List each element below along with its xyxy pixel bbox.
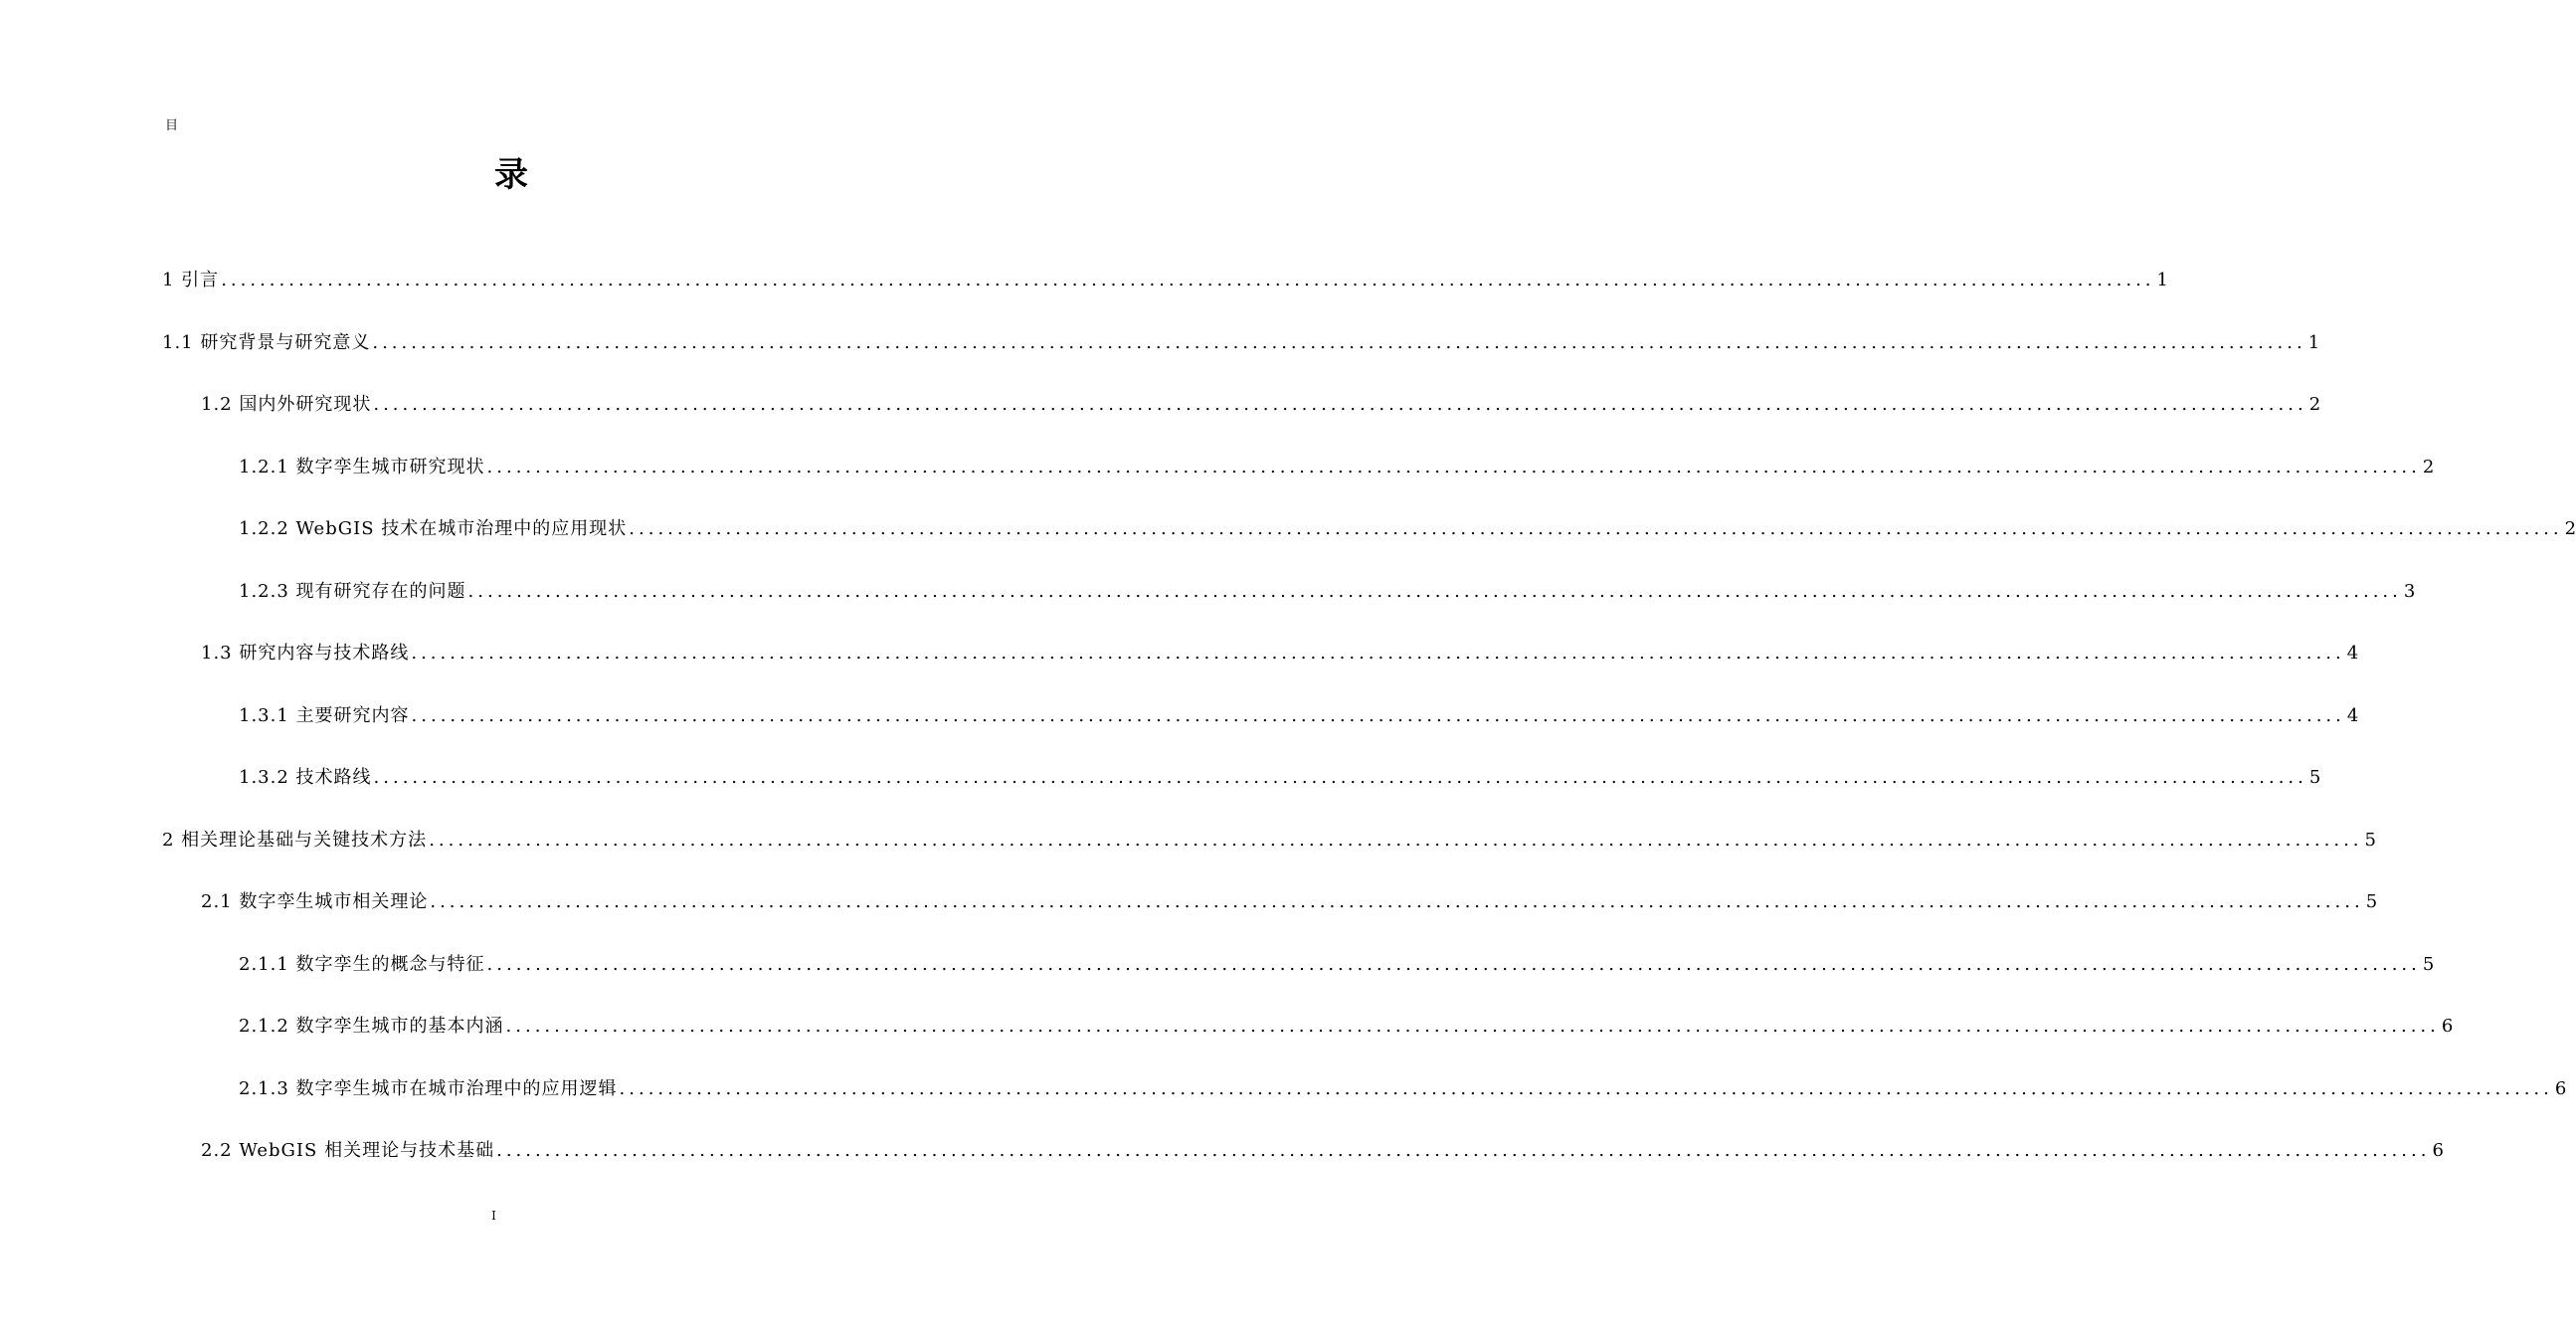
toc-entry[interactable]	[239, 1007, 2454, 1047]
toc-leader-dots: ........................................................................................................................................................................................................	[629, 518, 2563, 539]
toc-entry-title: 2.1.1 数字孪生的概念与特征	[239, 953, 485, 975]
toc-entry-page: 2	[2422, 456, 2435, 478]
toc-entry-title: 1.2.3 现有研究存在的问题	[239, 580, 466, 602]
toc-leader-dots: ........................................................................................................................................................................................................	[411, 704, 2345, 726]
toc-leader-dots: ........................................................................................................................................................................................................	[411, 643, 2345, 664]
toc-entry-title: 1 引言	[162, 270, 220, 290]
toc-leader-dots: ........................................................................................................................................................................................................	[505, 1016, 2440, 1037]
toc-entry[interactable]	[201, 385, 2321, 425]
toc-entry-page: 5	[2308, 767, 2321, 788]
toc-leader-dots: ........................................................................................................................................................................................................	[372, 331, 2306, 353]
toc-entry[interactable]	[239, 1069, 2567, 1109]
toc-leader-dots: ........................................................................................................................................................................................................	[373, 767, 2307, 788]
toc-entry[interactable]	[239, 572, 2416, 612]
toc-entry[interactable]	[201, 1131, 2444, 1171]
toc-entry[interactable]	[201, 882, 2378, 922]
toc-entry[interactable]	[239, 509, 2576, 549]
toc-entry[interactable]	[239, 448, 2435, 487]
toc-leader-dots: ........................................................................................................................................................................................................	[221, 270, 2155, 290]
toc-leader-dots: ........................................................................................................................................................................................................	[467, 580, 2402, 602]
toc-entry[interactable]	[239, 758, 2321, 798]
toc-entry-page: 6	[2432, 1140, 2444, 1161]
toc-entry-page: 6	[2441, 1016, 2454, 1037]
toc-leader-dots: ........................................................................................................................................................................................................	[430, 891, 2364, 912]
toc-entry-title: 1.3 研究内容与技术路线	[201, 643, 410, 664]
toc-entry-title: 1.2.2 WebGIS 技术在城市治理中的应用现状	[239, 518, 628, 539]
toc-entry-title: 2.1.2 数字孪生城市的基本内涵	[239, 1016, 504, 1037]
toc-heading-char-2: 录	[494, 155, 528, 195]
toc-entry-page: 3	[2403, 580, 2416, 602]
toc-entry-title: 2.1 数字孪生城市相关理论	[201, 891, 429, 912]
toc-heading-char-1: 目	[165, 118, 179, 133]
toc-entry-page: 4	[2346, 643, 2359, 664]
toc-entry[interactable]	[201, 634, 2359, 673]
toc-leader-dots: ........................................................................................................................................................................................................	[486, 953, 2421, 975]
toc-entry-title: 1.2 国内外研究现状	[201, 394, 372, 415]
toc-entry-page: 1	[2156, 270, 2168, 290]
toc-entry[interactable]	[162, 261, 2168, 300]
toc-entry-title: 2.1.3 数字孪生城市在城市治理中的应用逻辑	[239, 1077, 618, 1099]
toc-entry-title: 1.2.1 数字孪生城市研究现状	[239, 456, 485, 478]
toc-entry-page: 5	[2364, 829, 2376, 851]
toc-leader-dots: ........................................................................................................................................................................................................	[619, 1077, 2553, 1099]
toc-leader-dots: ........................................................................................................................................................................................................	[496, 1140, 2431, 1161]
toc-entry[interactable]	[162, 821, 2376, 860]
toc-entry[interactable]	[239, 696, 2359, 736]
toc-entry[interactable]	[239, 945, 2435, 985]
toc-entry-title: 1.3.2 技术路线	[239, 767, 372, 788]
toc-entry-title: 2.2 WebGIS 相关理论与技术基础	[201, 1140, 495, 1161]
page-number: I	[491, 1209, 496, 1223]
toc-entry-page: 5	[2365, 891, 2378, 912]
toc-entry-page: 1	[2307, 331, 2320, 353]
toc-entry[interactable]	[162, 323, 2320, 363]
toc-entry-page: 6	[2554, 1077, 2567, 1099]
toc-entry-title: 1.1 研究背景与研究意义	[162, 331, 371, 353]
toc-entry-page: 5	[2422, 953, 2435, 975]
toc-entry-title: 2 相关理论基础与关键技术方法	[162, 829, 428, 851]
toc-leader-dots: ........................................................................................................................................................................................................	[373, 394, 2307, 415]
toc-entry-page: 2	[2308, 394, 2321, 415]
toc-entry-page: 2	[2564, 518, 2576, 539]
toc-entry-title: 1.3.1 主要研究内容	[239, 704, 410, 726]
toc-leader-dots: ........................................................................................................................................................................................................	[429, 829, 2363, 851]
toc-leader-dots: ........................................................................................................................................................................................................	[486, 456, 2421, 478]
toc-entry-page: 4	[2346, 704, 2359, 726]
